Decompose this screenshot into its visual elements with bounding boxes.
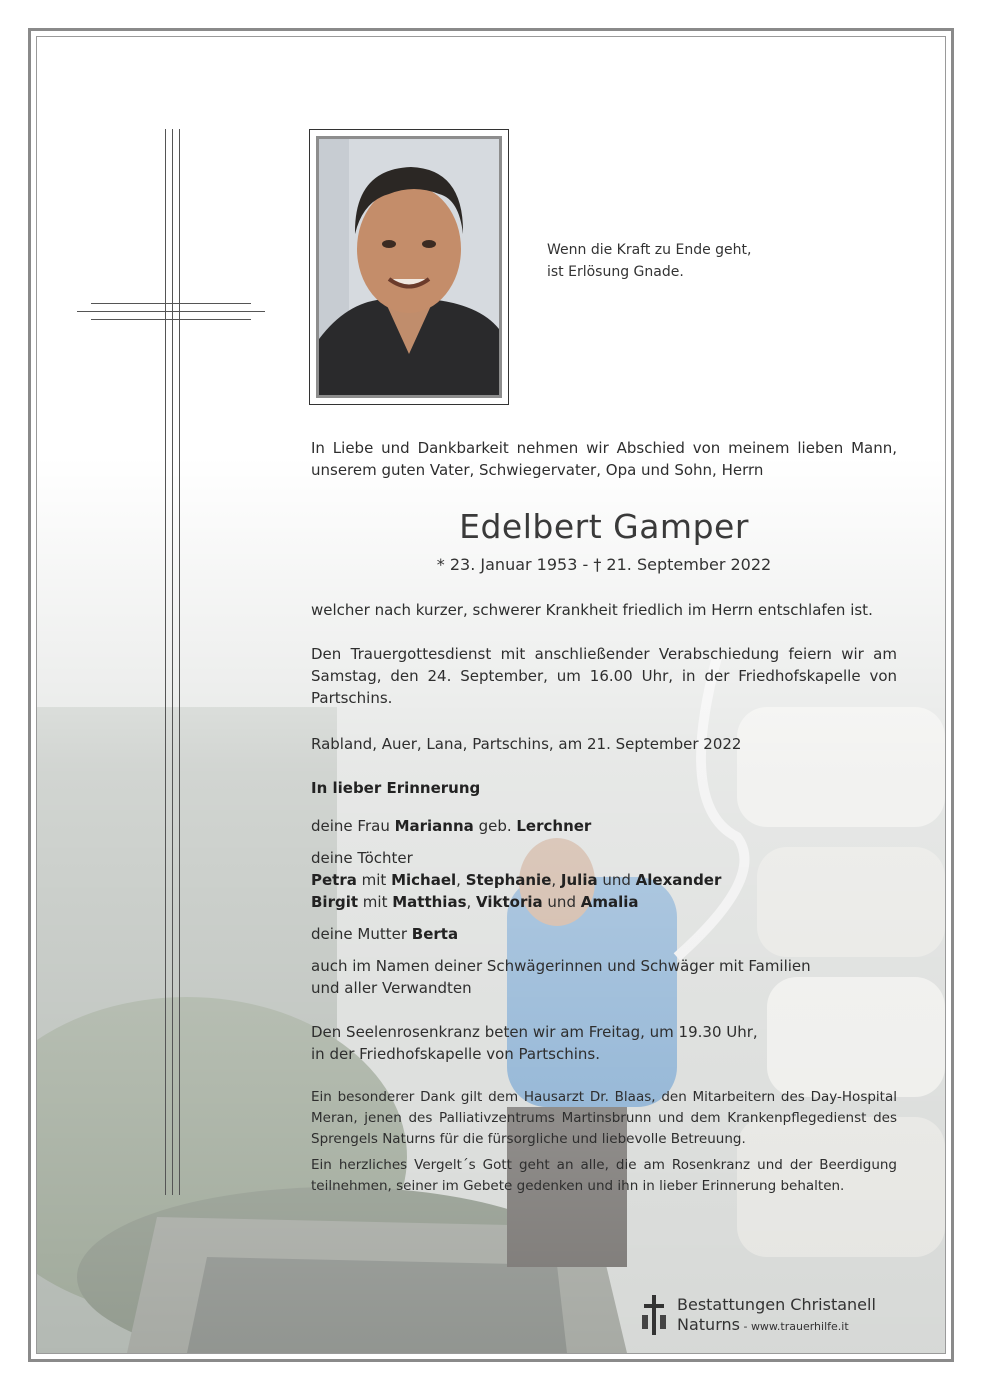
place-date: Rabland, Auer, Lana, Partschins, am 21. September 2022 xyxy=(311,735,742,753)
memory-heading: In lieber Erinnerung xyxy=(311,779,481,797)
relatives-line-1: auch im Namen deiner Schwägerinnen und Schwäger mit Familien xyxy=(311,957,811,975)
inner-frame xyxy=(36,36,946,1354)
family-wife: deine Frau Marianna geb. Lerchner xyxy=(311,817,592,835)
deceased-name: Edelbert Gamper xyxy=(459,507,749,546)
intro-line-1: In Liebe und Dankbarkeit nehmen wir Abschied von meinem lieben Mann, xyxy=(311,439,897,457)
thanks-line-1: Ein besonderer Dank gilt dem Hausarzt Dr. Blaas, den Mitarbeitern des Day-Hospital xyxy=(311,1089,897,1105)
quote-line-1: Wenn die Kraft zu Ende geht, xyxy=(547,242,752,258)
company-location: Naturns - www.trauerhilfe.it xyxy=(677,1315,849,1334)
rosary-line-2: in der Friedhofskapelle von Partschins. xyxy=(311,1045,600,1063)
quote-line-2: ist Erlösung Gnade. xyxy=(547,264,684,280)
relatives-line-2: und aller Verwandten xyxy=(311,979,472,997)
family-daughter-1: Petra mit Michael, Stephanie, Julia und Alexander xyxy=(311,871,722,889)
quote xyxy=(547,239,751,283)
portrait-frame xyxy=(309,129,509,405)
service-line-1: Den Trauergottesdienst mit anschließender Verabschiedung feiern wir am xyxy=(311,645,897,663)
service-line-2: Samstag, den 24. September, um 16.00 Uhr, in der Friedhofskapelle von xyxy=(311,667,897,685)
thanks-line-5: teilnehmen, seiner im Gebete gedenken und ihn in lieber Erinnerung behalten. xyxy=(311,1178,845,1194)
family-mother: deine Mutter Berta xyxy=(311,925,459,943)
deceased-dates: * 23. Januar 1953 - † 21. September 2022 xyxy=(436,555,772,574)
family-daughters-label: deine Töchter xyxy=(311,849,413,867)
funeral-cross-logo-icon xyxy=(639,1295,669,1335)
intro-line-2: unserem guten Vater, Schwiegervater, Opa und Sohn, Herrn xyxy=(311,461,764,479)
thanks-line-4: Ein herzliches Vergelt´s Gott geht an alle, die am Rosenkranz und der Beerdigung xyxy=(311,1157,897,1173)
company-url[interactable]: www.trauerhilfe.it xyxy=(750,1320,849,1333)
family-daughter-2: Birgit mit Matthias, Viktoria und Amalia xyxy=(311,893,639,911)
service-line-3: Partschins. xyxy=(311,689,393,707)
company-name: Bestattungen Christanell xyxy=(677,1295,876,1314)
thanks-line-3: Sprengels Naturns für die fürsorgliche und liebevolle Betreuung. xyxy=(311,1131,746,1147)
thanks-line-2: Meran, jenen des Palliativzentrums Martinsbrunn und dem Krankenpflegedienst des xyxy=(311,1110,897,1126)
rosary-line-1: Den Seelenrosenkranz beten wir am Freitag, um 19.30 Uhr, xyxy=(311,1023,758,1041)
funeral-home-logo xyxy=(639,1293,939,1343)
portrait-photo xyxy=(316,136,502,398)
passing-text: welcher nach kurzer, schwerer Krankheit friedlich im Herrn entschlafen ist. xyxy=(311,601,873,619)
